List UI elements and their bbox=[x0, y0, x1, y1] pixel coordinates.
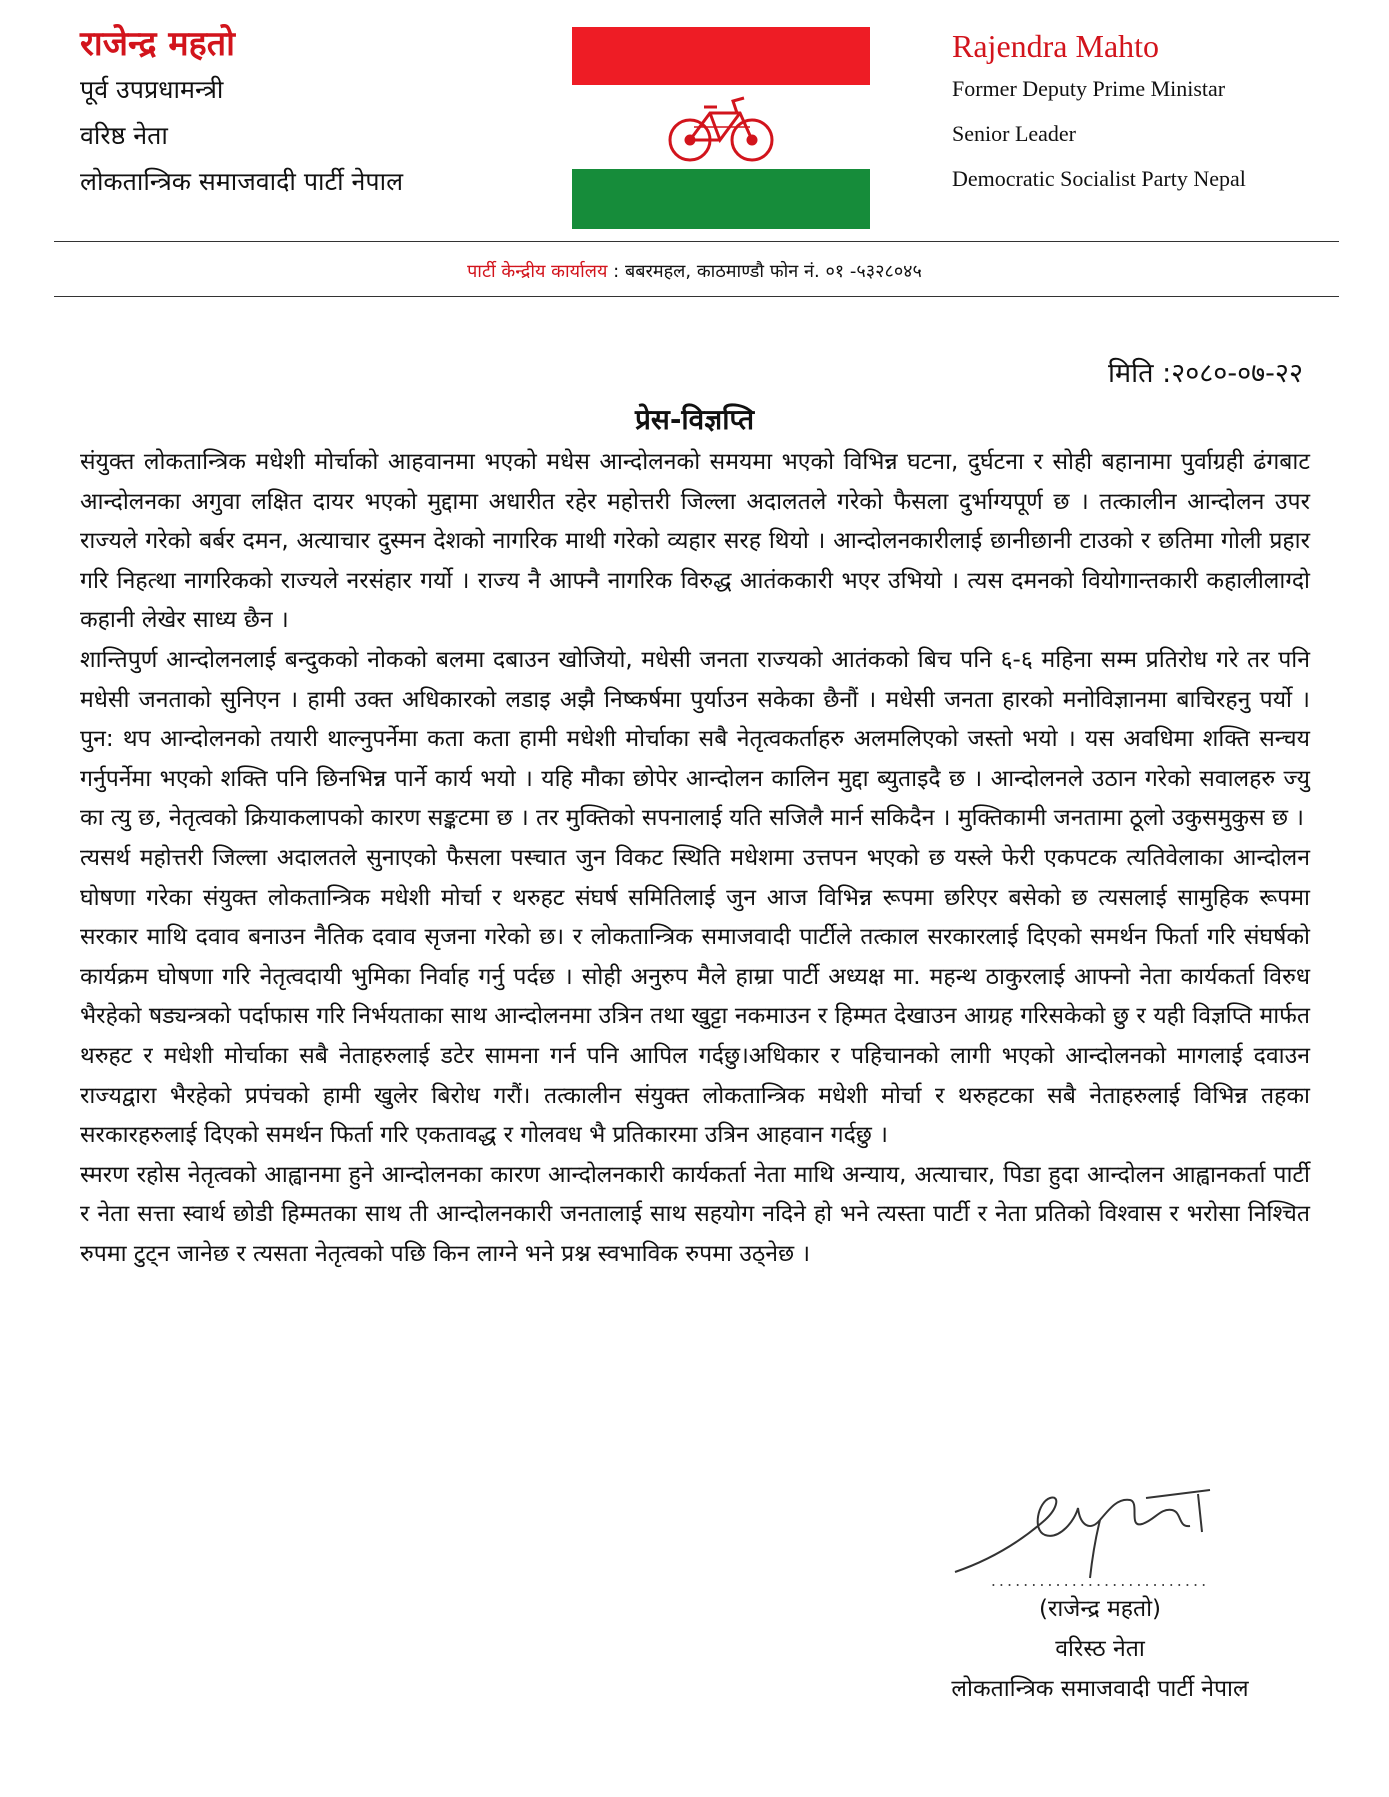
handwritten-signature bbox=[950, 1480, 1230, 1580]
paragraph: स्मरण रहोस नेतृत्वको आह्वानमा हुने आन्दोलनका कारण आन्दोलनकारी कार्यकर्ता नेता माथि अन्याय, अत्याचार, पिडा हुदा आन्दोलन आह्वानकर्ता पार्टी र नेता सत्ता स्वार्थ छोडी हिम्मतका साथ ती आन्दोलनकारी जनतालाई साथ सहयोग नदिने हो भने त्यस्ता पार्टी र नेता प्रतिको विश्वास र भरोसा निश्चित रुपमा टुट्न जानेछ र त्यसता नेतृत्वको पछि किन लाग्ने भने प्रश्न स्वभाविक रुपमा उठ्नेछ । bbox=[80, 1161, 1310, 1267]
signatory-role: वरिस्ठ नेता bbox=[1055, 1636, 1145, 1662]
document-date: मिति :२०८०-०७-२२ bbox=[1107, 358, 1303, 389]
sender-name-en: Rajendra Mahto bbox=[952, 28, 1160, 64]
letterhead-right bbox=[952, 26, 1246, 201]
sender-party-np: लोकतान्त्रिक समाजवादी पार्टी नेपाल bbox=[80, 167, 404, 196]
signatory-name: (राजेन्द्र महतो) bbox=[1038, 1596, 1162, 1622]
signature-dots: ........................... bbox=[990, 1571, 1210, 1590]
office-label: पार्टी केन्द्रीय कार्यालय bbox=[467, 261, 608, 282]
signatory-party: लोकतान्त्रिक समाजवादी पार्टी नेपाल bbox=[951, 1676, 1249, 1702]
header-divider-top bbox=[54, 241, 1339, 242]
office-address bbox=[0, 259, 1389, 285]
letterhead-left bbox=[80, 22, 403, 204]
paragraph: त्यसर्थ महोत्तरी जिल्ला अदालतले सुनाएको फैसला पस्चात जुन विकट स्थिति मधेशमा उत्तपन भएको छ यस्ले फेरी एकपटक त्यतिवेलाका आन्दोलन घोषणा गरेका संयुक्त लोकतान्त्रिक मधेशी मोर्चा र थरुहट संघर्ष समितिलाई जुन आज विभिन्न रूपमा छरिएर बसेको छ त्यसलाई सामुहिक रूपमा सरकार माथि दवाव बनाउन नैतिक दवाव सृजना गरेको छ। र लोकतान्त्रिक समाजवादी पार्टीले तत्काल सरकारलाई दिएको समर्थन फिर्ता गरि संघर्षको कार्यक्रम घोषणा गरि नेतृत्वदायी भुमिका निर्वाह गर्नु पर्दछ । सोही अनुरुप मैले हाम्रा पार्टी अध्यक्ष मा. महन्थ ठाकुरलाई आफ्नो नेता कार्यकर्ता विरुध भैरहेको षड्यन्त्रको पर्दाफास गरि निर्भयताका साथ आन्दोलनमा उत्रिन तथा खुट्टा नकमाउन र हिम्मत देखाउन आग्रह गरिसकेको छु र यही विज्ञप्ति मार्फत थरुहट र मधेशी मोर्चाका सबै नेताहरुलाई डटेर सामना गर्न पनि आपिल गर्दछु।अधिकार र पहिचानको लागी भएको आन्दोलनको मागलाई दवाउन राज्यद्वारा भैरहेको प्रपंचको हामी खुलेर बिरोध गरौं। तत्कालीन संयुक्त लोकतान्त्रिक मधेशी मोर्चा र थरुहटका सबै नेताहरुलाई विभिन्न तहका सरकारहरुलाई दिएको समर्थन फिर्ता गरि एकतावद्ध र गोलवध भै प्रतिकारमा उत्रिन आहवान गर्दछु । bbox=[80, 844, 1310, 1149]
document-title: प्रेस-विज्ञप्ति bbox=[634, 403, 755, 436]
office-details: : बबरमहल, काठमाण्डौ फोन नं. ०१ -५३२८०४५ bbox=[613, 261, 922, 282]
sender-role-en: Senior Leader bbox=[952, 121, 1076, 146]
header-divider-bottom bbox=[54, 296, 1339, 297]
party-flag bbox=[572, 27, 870, 229]
sender-role-np: वरिष्ठ नेता bbox=[80, 121, 168, 150]
document-body bbox=[80, 443, 1310, 1274]
sender-name-np: राजेन्द्र महतो bbox=[80, 24, 235, 64]
sender-title-np: पूर्व उपप्रधामन्त्री bbox=[80, 75, 224, 104]
bicycle-icon bbox=[670, 98, 772, 160]
paragraph: शान्तिपुर्ण आन्दोलनलाई बन्दुकको नोकको बलमा दबाउन खोजियो, मधेसी जनता राज्यको आतंकको बिच पनि ६-६ महिना सम्म प्रतिरोध गरे तर पनि मधेसी जनताको सुनिएन । हामी उक्त अधिकारको लडाइ अझै निष्कर्षमा पुर्याउन सकेका छैनौं । मधेसी जनता हारको मनोविज्ञानमा बाचिरहनु पर्यो । पुन: थप आन्दोलनको तयारी थाल्नुपर्नेमा कता कता हामी मधेशी मोर्चाका सबै नेतृत्वकर्ताहरु अलमलिएको जस्तो भयो । यस अवधिमा शक्ति सन्चय गर्नुपर्नेमा भएको शक्ति पनि छिनभिन्न पार्ने कार्य भयो । यहि मौका छोपेर आन्दोलन कालिन मुद्दा ब्युताइदै छ । आन्दोलनले उठान गरेको सवालहरु ज्यु का त्यु छ, नेतृत्वको क्रियाकलापको कारण सङ्कटमा छ । तर मुक्तिको सपनालाई यति सजिलै मार्न सकिदैन । मुक्तिकामी जनतामा ठूलो उकुसमुकुस छ । bbox=[80, 646, 1310, 832]
paragraph: संयुक्त लोकतान्त्रिक मधेशी मोर्चाको आहवानमा भएको मधेस आन्दोलनको समयमा भएको विभिन्न घटना, दुर्घटना र सोही बहानामा पुर्वाग्रही ढंगबाट आन्दोलनका अगुवा लक्षित दायर भएको मुद्दामा अधारीत रहेर महोत्तरी जिल्ला अदालतले गरेको फैसला दुर्भाग्यपूर्ण छ । तत्कालीन आन्दोलन उपर राज्यले गरेको बर्बर दमन, अत्याचार दुस्मन देशको नागरिक माथी गरेको व्यहार सरह थियो । आन्दोलनकारीलाई छानीछानी टाउको र छतिमा गोली प्रहार गरि निहत्था नागरिकको राज्यले नरसंहार गर्यो । राज्य नै आफ्नै नागरिक विरुद्ध आतंककारी भएर उभियो । त्यस दमनको वियोगान्तकारी कहालीलाग्दो कहानी लेखेर साध्य छैन । bbox=[80, 449, 1310, 634]
sender-title-en: Former Deputy Prime Ministar bbox=[952, 76, 1226, 101]
signature-block bbox=[880, 1573, 1320, 1709]
sender-party-en: Democratic Socialist Party Nepal bbox=[952, 166, 1246, 191]
